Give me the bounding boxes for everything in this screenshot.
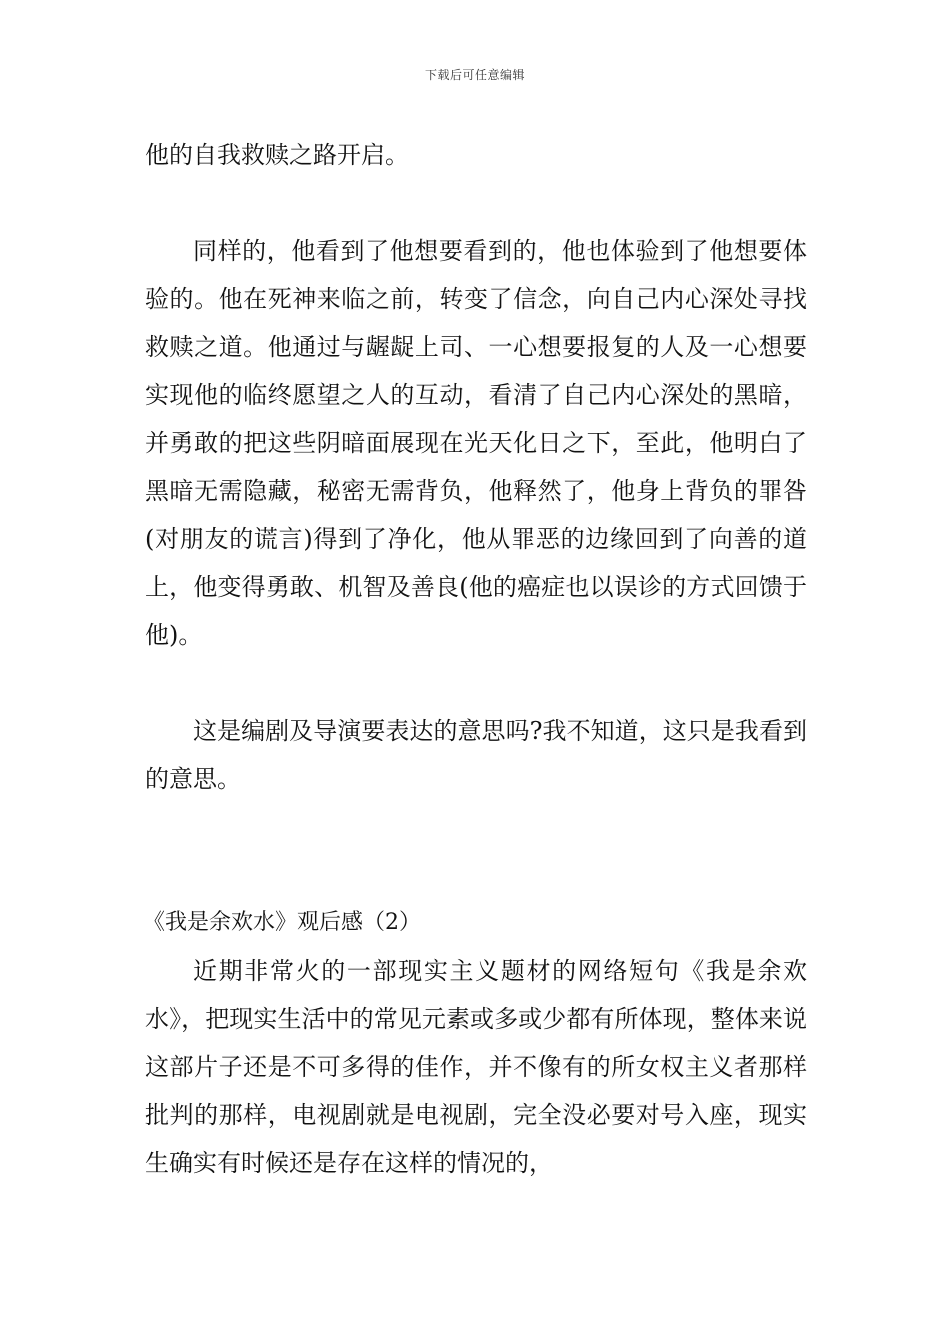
paragraph-continuation: 他的自我救赎之路开启。 [145,141,409,169]
header-note: 下载后可任意编辑 [424,68,525,82]
section-title: 《我是余欢水》观后感（2） [143,910,421,935]
paragraph-redemption: 同样的，他看到了他想要看到的，他也体验到了他想要体验的。他在死神来临之前，转变了信念，向自己内心深处寻找救赎之道。他通过与龌龊上司、一心想要报复的人及一心想要实现他的临终愿望之人的互动，看清了自己内心深处的黑暗，并勇敢的把这些阴暗面展现在光天化日之下，至此，他明白了黑暗无需隐藏，秘密无需背负，他释然了，他身上背负的罪咎(对朋友的谎言)得到了净化，他从罪恶的边缘回到了向善的道上，他变得勇敢、机智及善良(他的癌症也以误诊的方式回馈于他)。 [145,237,807,649]
paragraph-review-intro: 近期非常火的一部现实主义题材的网络短句《我是余欢水》，把现实生活中的常见元素或多或少都有所体现，整体来说这部片子还是不可多得的佳作，并不像有的所女权主义者那样批判的那样，电视剧就是电视剧，完全没必要对号入座，现实生确实有时候还是存在这样的情况的， [145,957,807,1177]
document-body [145,131,807,1187]
paragraph-question: 这是编剧及导演要表达的意思吗?我不知道，这只是我看到的意思。 [145,717,807,793]
